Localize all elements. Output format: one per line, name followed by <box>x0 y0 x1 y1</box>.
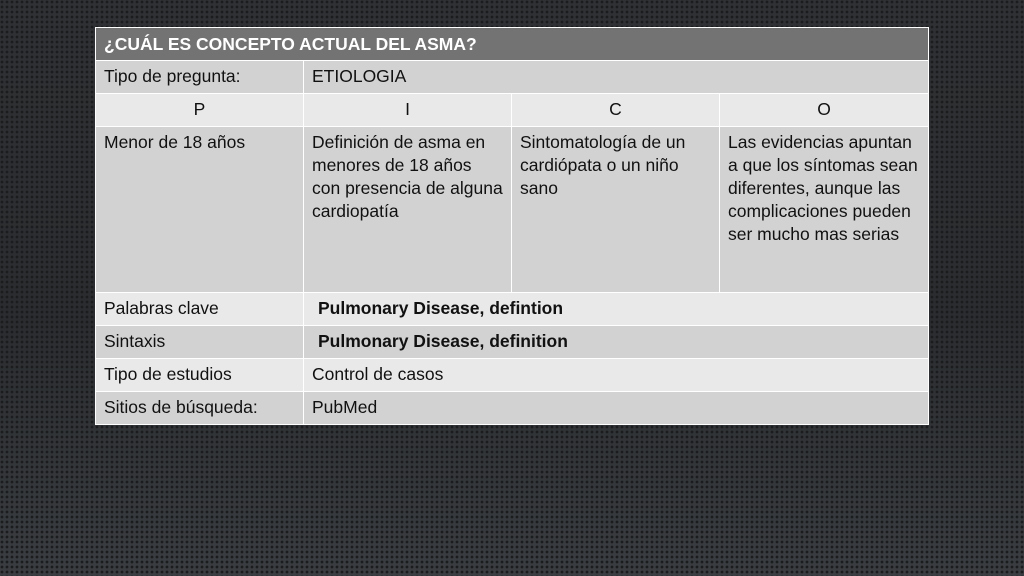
keywords-row <box>96 293 929 326</box>
question-type-label: Tipo de pregunta: <box>96 61 304 94</box>
pico-table <box>95 27 929 425</box>
table-title: ¿CUÁL ES CONCEPTO ACTUAL DEL ASMA? <box>96 28 929 61</box>
keywords-value: Pulmonary Disease, defintion <box>304 293 929 326</box>
table-title-row <box>96 28 929 61</box>
syntax-value: Pulmonary Disease, definition <box>304 326 929 359</box>
pico-values-row <box>96 127 929 293</box>
study-type-row <box>96 359 929 392</box>
pico-header-p: P <box>96 94 304 127</box>
study-type-label: Tipo de estudios <box>96 359 304 392</box>
search-sites-label: Sitios de búsqueda: <box>96 392 304 425</box>
pico-header-row <box>96 94 929 127</box>
pico-value-p: Menor de 18 años <box>96 127 304 293</box>
pico-value-o: Las evidencias apuntan a que los síntomas sean diferentes, aunque las complicaciones pueden ser mucho mas serias <box>720 127 929 293</box>
search-sites-row <box>96 392 929 425</box>
pico-header-i: I <box>304 94 512 127</box>
syntax-row <box>96 326 929 359</box>
keywords-label: Palabras clave <box>96 293 304 326</box>
study-type-value: Control de casos <box>304 359 929 392</box>
pico-header-c: C <box>512 94 720 127</box>
syntax-label: Sintaxis <box>96 326 304 359</box>
search-sites-value: PubMed <box>304 392 929 425</box>
pico-value-i: Definición de asma en menores de 18 años con presencia de alguna cardiopatía <box>304 127 512 293</box>
question-type-row <box>96 61 929 94</box>
question-type-value: ETIOLOGIA <box>304 61 929 94</box>
pico-header-o: O <box>720 94 929 127</box>
pico-value-c: Sintomatología de un cardiópata o un niño sano <box>512 127 720 293</box>
